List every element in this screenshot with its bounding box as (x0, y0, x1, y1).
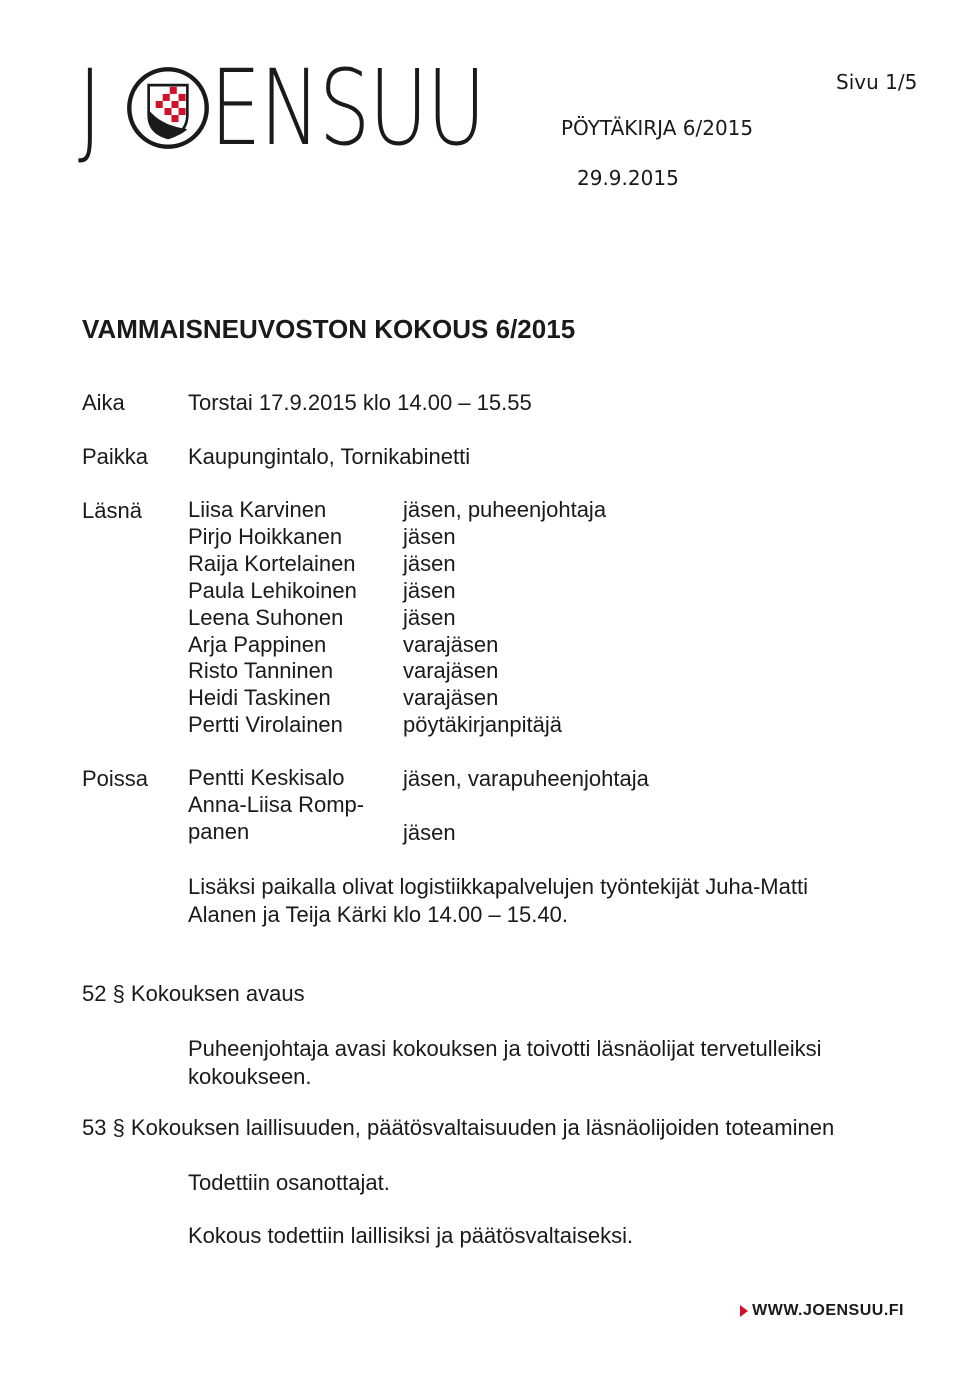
red-arrow-icon (740, 1305, 748, 1317)
member-role: jäsen, puheenjohtaja (403, 497, 607, 522)
member-role: jäsen (403, 604, 456, 630)
member-name: Raija Kortelainen (188, 550, 356, 576)
paikka-value: Kaupungintalo, Tornikabinetti (188, 444, 471, 469)
section-53-p2: Kokous todettiin laillisiksi ja päätösvaltaiseksi. (188, 1223, 634, 1248)
poissa-role: jäsen, varapuheenjohtaja (403, 766, 649, 791)
lasna-roles (403, 497, 606, 739)
member-name: panen (188, 818, 250, 844)
page-number: Sivu 1/5 (836, 70, 918, 94)
lasna-label: Läsnä (82, 498, 142, 523)
aika-label: Aika (82, 390, 125, 415)
paragraph-line: Alanen ja Teija Kärki klo 14.00 – 15.40. (188, 902, 568, 927)
poissa-role: jäsen (403, 820, 456, 845)
member-role: pöytäkirjanpitäjä (403, 712, 562, 738)
joensuu-logo (78, 47, 562, 169)
logo-letters-ensuu: ENSUU (210, 47, 485, 169)
section-53-p1: Todettiin osanottajat. (188, 1170, 390, 1195)
lisaksi-paragraph (188, 873, 878, 929)
aika-value: Torstai 17.9.2015 klo 14.00 – 15.55 (188, 390, 532, 415)
member-role: jäsen (403, 523, 456, 549)
member-name: Pertti Virolainen (188, 712, 343, 738)
section-52-text (188, 1035, 878, 1091)
member-name: Risto Tanninen (188, 658, 334, 684)
member-name: Liisa Karvinen (188, 497, 327, 522)
footer-url (740, 1302, 904, 1320)
lasna-names (188, 497, 357, 739)
paragraph-line: Lisäksi paikalla olivat logistiikkapalvelujen työntekijät Juha-Matti (188, 874, 808, 899)
member-role: varajäsen (403, 685, 499, 711)
document-date: 29.9.2015 (577, 166, 679, 190)
member-role: varajäsen (403, 658, 499, 684)
poissa-label: Poissa (82, 766, 149, 791)
page-title: VAMMAISNEUVOSTON KOKOUS 6/2015 (82, 314, 576, 344)
joensuu-crest-icon (124, 64, 212, 152)
paikka-label: Paikka (82, 444, 149, 469)
member-name: Paula Lehikoinen (188, 577, 357, 603)
section-53-heading: 53 § Kokouksen laillisuuden, päätösvaltaisuuden ja läsnäolijoiden toteaminen (82, 1115, 835, 1140)
section-52-heading: 52 § Kokouksen avaus (82, 981, 305, 1006)
member-name: Anna-Liisa Romp- (188, 791, 365, 817)
member-role: varajäsen (403, 631, 499, 657)
logo-letter-j: J (78, 47, 101, 169)
member-name: Leena Suhonen (188, 604, 344, 630)
paragraph-line: Puheenjohtaja avasi kokouksen ja toivotti läsnäolijat tervetulleiksi (188, 1036, 822, 1061)
member-role: jäsen (403, 577, 456, 603)
footer-url-text: WWW.JOENSUU.FI (752, 1302, 904, 1319)
member-name: Pirjo Hoikkanen (188, 523, 343, 549)
member-role: jäsen (403, 550, 456, 576)
member-name: Arja Pappinen (188, 631, 327, 657)
document-id: PÖYTÄKIRJA 6/2015 (561, 116, 754, 140)
member-name: Pentti Keskisalo (188, 765, 345, 790)
poissa-names (188, 765, 364, 846)
member-name: Heidi Taskinen (188, 685, 331, 711)
paragraph-line: kokoukseen. (188, 1064, 312, 1089)
